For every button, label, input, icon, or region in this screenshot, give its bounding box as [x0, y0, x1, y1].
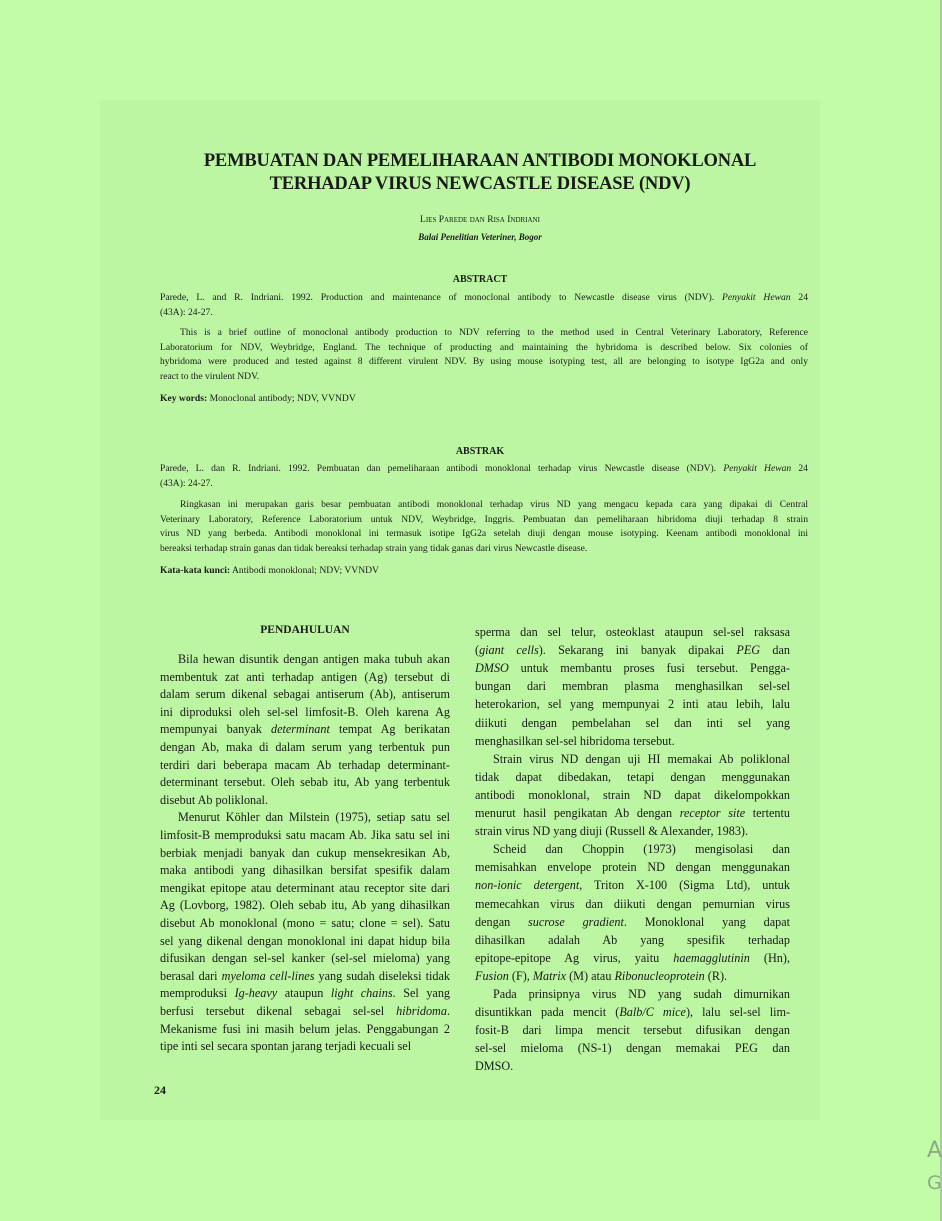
- text: (R).: [704, 968, 728, 983]
- text: Pada prinsipnya virus ND yang sudah dimurnikan: [493, 987, 790, 1001]
- italic-text: DMSO: [475, 661, 509, 676]
- abstract-body-line: [160, 342, 808, 353]
- abstract-body-line: [160, 371, 808, 382]
- body-text-line: [475, 878, 790, 893]
- text: antibodi monoklonal, strain ND dapat dikelompokkan: [475, 787, 790, 802]
- text: 24: [791, 463, 808, 474]
- body-text-line: [475, 1023, 790, 1038]
- text: yang sudah diseleksi tidak: [314, 968, 450, 983]
- body-text-line: [475, 969, 790, 984]
- keywords: [160, 393, 356, 404]
- text: dengan Ab, maka di dalam serum yang terbentuk pun: [160, 740, 450, 754]
- body-text-line: [160, 951, 450, 966]
- italic-text: Balb/C mice: [619, 1005, 686, 1020]
- article-title-line-2: TERHADAP VIRUS NEWCASTLE DISEASE (NDV): [269, 174, 691, 194]
- body-text-line: [475, 1059, 790, 1074]
- italic-text: Penyakit Hewan: [723, 463, 792, 474]
- italic-text: determinant: [270, 722, 330, 737]
- keywords-label: Key words:: [160, 393, 208, 404]
- text: (M) atau: [566, 968, 615, 983]
- text: dengan: [475, 914, 528, 929]
- text: ). Sekarang ini banyak dipakai: [538, 643, 737, 658]
- text: Parede, L. and R. Indriani. 1992. Production and maintenance of monoclonal antibody to Newcastle disease virus (NDV).: [160, 292, 722, 303]
- watermark-letter: A: [927, 1138, 942, 1163]
- body-text-line: [475, 770, 790, 785]
- body-text-line: [475, 625, 790, 640]
- abstract-body-line: [160, 356, 808, 367]
- text: membentuk zat anti terhadap antigen (Ag) tersebut di: [160, 669, 450, 684]
- abstract-heading: ABSTRACT: [452, 274, 508, 285]
- body-text-line: [475, 1005, 790, 1020]
- italic-text: sucrose gradient: [528, 914, 624, 929]
- text: (43A): 24-27.: [160, 306, 213, 318]
- text: memecahkan virus dan diikuti dengan pemurnian virus: [475, 896, 790, 911]
- abstract-body-line: [180, 327, 808, 338]
- italic-text: myeloma cell-lines: [221, 968, 315, 983]
- body-text-line: [160, 986, 450, 1001]
- text: (43A): 24-27.: [160, 477, 213, 489]
- body-text-line: [475, 679, 790, 694]
- italic-text: PEG: [736, 643, 761, 658]
- text: Strain virus ND dengan uji HI memakai Ab poliklonal: [493, 751, 790, 766]
- text: , Triton X-100 (Sigma Ltd), untuk: [579, 878, 790, 893]
- text: epitope-epitope Ag virus, yaitu: [475, 950, 674, 965]
- citation-line: [160, 307, 808, 318]
- citation-line: [160, 478, 808, 489]
- text: bereaksi terhadap strain ganas dan tidak bereaksi terhadap strain yang tidak ganas dari virus Newcastle disease.: [160, 542, 588, 554]
- italic-text: haemagglutinin: [673, 950, 750, 965]
- italic-text: Ig-heavy: [234, 986, 278, 1001]
- text: Veterinary Laboratory, Reference Laboratorium untuk NDV, Weybridge, Inggris. Pembuatan dan pemeliharaan hibridoma diuji terhadap 8 strain: [160, 513, 808, 525]
- body-text-line: [160, 758, 450, 773]
- body-text-line: [475, 697, 790, 712]
- body-text-line: [493, 752, 790, 767]
- text: diikuti dengan pembelahan sel dan inti sel yang: [475, 715, 790, 730]
- body-text-line: [475, 951, 790, 966]
- text: berasal dari: [160, 968, 222, 983]
- body-text-line: [178, 652, 450, 667]
- text: berbiak menjadi banyak dan cukup mensekresikan Ab,: [160, 845, 450, 860]
- text: disuntikkan pada mencit (: [475, 1005, 620, 1020]
- body-text-line: [160, 934, 450, 949]
- kata-kunci-label: Kata-kata kunci:: [160, 565, 231, 576]
- body-text-line: [160, 793, 450, 808]
- text: memproduksi: [160, 986, 235, 1001]
- text: strain virus ND yang diuji (Russell & Alexander, 1983).: [475, 824, 749, 839]
- text: memisahkan envelope protein ND dengan menggunakan: [475, 860, 790, 875]
- page-number: 24: [154, 1083, 166, 1097]
- text: Scheid dan Choppin (1973) mengisolasi dan: [493, 842, 790, 857]
- text: sel yang dikenal dengan monoklonal ini dapat hidup bila: [160, 933, 450, 948]
- text: sperma dan sel telur, osteoklast ataupun sel-sel raksasa: [475, 625, 790, 639]
- text: . Monoklonal yang dapat: [623, 914, 790, 929]
- body-text-line: [160, 1022, 450, 1037]
- text: disebut Ab monoklonal (mono = satu; clone = sel). Satu: [160, 916, 450, 930]
- body-text-line: [475, 915, 790, 930]
- text: This is a brief outline of monoclonal antibody production to NDV referring to the method used in Central Veterinary Laboratory, Reference: [180, 327, 808, 338]
- body-text-line: [160, 775, 450, 790]
- body-text-line: [475, 897, 790, 912]
- text: menurut hasil pengikatan Ab dengan: [475, 806, 680, 820]
- text: Laboratorium for NDV, Weybridge, England. The technique of producting and maintaining the hybridoma is described below. Six colonies of: [160, 341, 808, 353]
- body-text-line: [475, 860, 790, 875]
- text: ), lalu sel-sel lim-: [685, 1005, 791, 1020]
- body-text-line: [475, 716, 790, 731]
- body-text-line: [475, 806, 790, 821]
- text: virus ND yang berbeda. Antibodi monoklonal ini termasuk isotipe IgG2a setelah diuji dengan mouse isotyping. Keenam antibodi monoklonal ini: [160, 528, 808, 540]
- text: tertentu: [745, 806, 790, 820]
- watermark-letter: G: [927, 1172, 942, 1194]
- text: maka antibodi yang dihasilkan bersifat spesifik dalam: [160, 863, 450, 878]
- text: fosit-B dari limpa mencit tersebut difusikan dengan: [475, 1023, 790, 1038]
- section-heading-pendahuluan: PENDAHULUAN: [260, 624, 350, 636]
- body-text-line: [475, 661, 790, 676]
- body-text-line: [160, 969, 450, 984]
- text: tipe inti sel secara spontan jarang terjadi kecuali sel: [160, 1039, 412, 1054]
- text: limfosit-B memproduksi satu macam Ab. Jika satu sel ini: [160, 828, 450, 842]
- italic-text: non-ionic detergent: [475, 878, 580, 893]
- text: Parede, L. dan R. Indriani. 1992. Pembuatan dan pemeliharaan antibodi monoklonal terhadap virus Newcastle disease (NDV).: [160, 463, 724, 474]
- text: tidak dapat dibedakan, tetapi dengan menggunakan: [475, 769, 790, 784]
- text: Mekanisme fusi ini masih belum jelas. Penggabungan 2: [160, 1021, 450, 1036]
- text: Ringkasan ini merupakan garis besar pembuatan antibodi monoklonal terhadap virus ND yang mengacu kepada cara yang dipakai di Central: [180, 499, 808, 510]
- text: .: [446, 1004, 450, 1018]
- body-text-line: [160, 670, 450, 685]
- italic-text: Fusion: [475, 968, 509, 983]
- text: tempat Ag berikatan: [329, 722, 450, 737]
- italic-text: Matrix: [532, 968, 567, 983]
- text: (: [475, 643, 480, 658]
- text: ini diproduksi oleh sel-sel limfosit-B. Oleh karena Ag: [160, 704, 450, 719]
- text: disebut Ab poliklonal.: [160, 792, 268, 807]
- text: DMSO.: [475, 1059, 514, 1074]
- text: Menurut Köhler dan Milstein (1975), setiap satu sel: [178, 810, 450, 825]
- text: terdiri dari beberapa macam Ab terhadap determinant-: [160, 757, 450, 772]
- body-text-line: [475, 643, 790, 658]
- body-text-line: [160, 740, 450, 755]
- abstrak-heading: ABSTRAK: [455, 446, 505, 457]
- body-text-line: [178, 810, 450, 825]
- text: dihasilkan adalah Ab yang spesifik terhadap: [475, 932, 790, 947]
- body-text-line: [160, 846, 450, 861]
- text: berfusi tersebut dikenal sebagai sel-sel: [160, 1004, 397, 1018]
- body-text-line: [493, 842, 790, 857]
- scanned-page: [100, 100, 820, 1120]
- body-text-line: [160, 898, 450, 913]
- text: dalam serum dikenal sebagai antiserum (Ab), antiserum: [160, 687, 450, 702]
- keywords-value: Monoclonal antibody; NDV, VVNDV: [207, 393, 356, 404]
- text: dan: [760, 643, 790, 658]
- body-text-line: [160, 1039, 450, 1054]
- text: ataupun: [277, 986, 331, 1001]
- text: mempunyai banyak: [160, 722, 271, 737]
- italic-text: Ribonucleoprotein: [614, 968, 705, 983]
- body-text-line: [160, 1004, 450, 1019]
- body-text-line: [160, 722, 450, 737]
- article-title-line-1: PEMBUATAN DAN PEMELIHARAAN ANTIBODI MONOKLONAL: [203, 151, 757, 171]
- text: (F),: [508, 968, 533, 983]
- body-text-line: [160, 705, 450, 720]
- kata-kunci-value: Antibodi monoklonal; NDV; VVNDV: [230, 565, 379, 576]
- text: untuk membantu proses fusi tersebut. Pengga-: [508, 661, 790, 676]
- text: determinant tersebut. Oleh sebab itu, Ab yang terbentuk: [160, 775, 450, 790]
- authors: Lies Parede dan Risa Indriani: [420, 215, 540, 225]
- text: heterokarion, sel yang mempunyai 2 inti atau lebih, lalu: [475, 697, 790, 712]
- text: menghasilkan sel-sel hibridoma tersebut.: [475, 733, 675, 748]
- body-text-line: [475, 824, 790, 839]
- body-text-line: [160, 863, 450, 878]
- affiliation: Balai Penelitian Veteriner, Bogor: [418, 232, 542, 242]
- body-text-line: [475, 734, 790, 749]
- italic-text: giant cells: [479, 643, 539, 658]
- body-text-line: [493, 987, 790, 1002]
- abstract-body-line: [160, 528, 808, 539]
- abstract-body-line: [160, 543, 808, 554]
- italic-text: light chains: [330, 986, 393, 1001]
- italic-text: Penyakit Hewan: [722, 292, 791, 303]
- text: . Sel yang: [392, 986, 451, 1001]
- body-text-line: [160, 828, 450, 843]
- body-text-line: [160, 916, 450, 931]
- text: bungan dari membran plasma menghasilkan sel-sel: [475, 679, 790, 694]
- text: Ag (Lovborg, 1982). Oleh sebab itu, Ab yang dihasilkan: [160, 898, 450, 913]
- text: difusikan dengan sel-sel kanker (sel-sel mieloma) yang: [160, 951, 450, 966]
- abstract-body-line: [180, 499, 808, 510]
- italic-text: receptor site: [679, 806, 746, 820]
- body-text-line: [160, 687, 450, 702]
- text: sel-sel mieloma (NS-1) dengan memakai PEG dan: [475, 1041, 790, 1056]
- citation-line: [160, 463, 808, 474]
- abstract-body-line: [160, 514, 808, 525]
- italic-text: hibridoma: [396, 1004, 447, 1018]
- citation-line: [160, 292, 808, 303]
- text: (Hn),: [749, 950, 790, 965]
- text: mengikat epitope atau determinant atau receptor site dari: [160, 880, 450, 895]
- text: hybridoma were produced and tested against 8 different virulent NDV. By using mouse isotyping test, all are belonging to isotype IgG2a and only: [160, 356, 808, 368]
- text: react to the virulent NDV.: [160, 370, 260, 382]
- kata-kunci: [160, 565, 379, 576]
- body-text-line: [475, 1041, 790, 1056]
- text: 24: [790, 292, 808, 303]
- body-text-line: [475, 933, 790, 948]
- body-text-line: [160, 881, 450, 896]
- text: Bila hewan disuntik dengan antigen maka tubuh akan: [178, 652, 450, 666]
- body-text-line: [475, 788, 790, 803]
